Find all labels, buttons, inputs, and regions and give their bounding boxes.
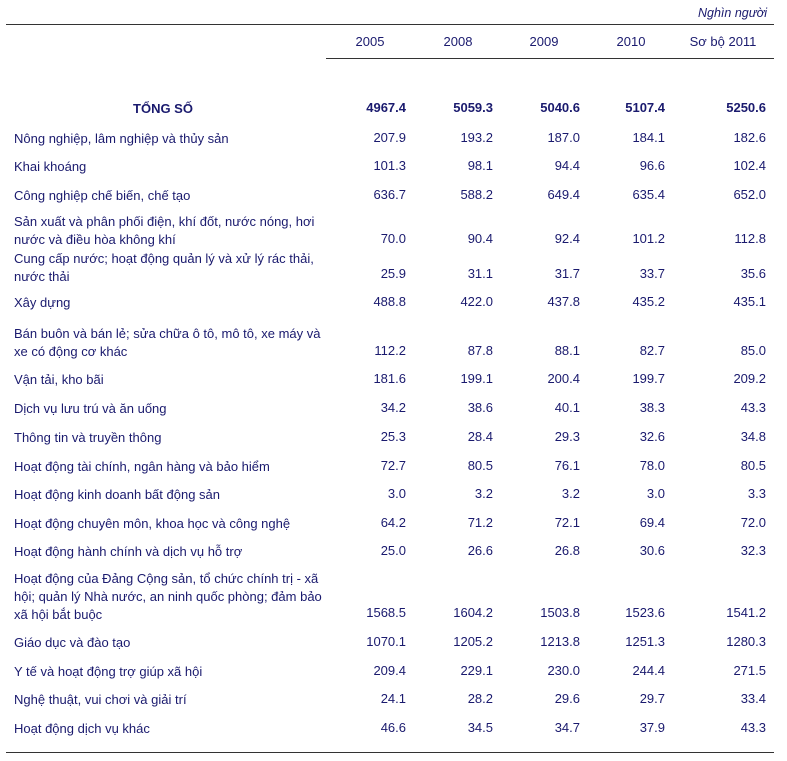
row-value-2008: 1205.2 (453, 634, 493, 649)
total-value-2011: 5250.6 (726, 100, 766, 115)
row-value-2010: 38.3 (639, 400, 665, 415)
row-value-2008: 90.4 (467, 231, 493, 246)
row-value-2010: 37.9 (639, 720, 665, 735)
row-value-2011: 72.0 (740, 515, 766, 530)
row-label: Khai khoáng (14, 159, 87, 174)
row-value-2005: 24.1 (380, 691, 406, 706)
row-value-2008: 38.6 (467, 400, 493, 415)
row-value-2005: 3.0 (387, 486, 406, 501)
column-header-2005: 2005 (355, 34, 385, 49)
row-value-2010: 1251.3 (625, 634, 665, 649)
row-value-2009: 40.1 (554, 400, 580, 415)
bottom-rule (6, 752, 774, 753)
row-value-2008: 34.5 (467, 720, 493, 735)
row-value-2005: 64.2 (380, 515, 406, 530)
row-value-2005: 25.9 (380, 266, 406, 281)
row-value-2010: 101.2 (632, 231, 665, 246)
row-value-2008: 31.1 (467, 266, 493, 281)
row-label: Thông tin và truyền thông (14, 430, 162, 445)
row-label: Nghệ thuật, vui chơi và giải trí (14, 692, 187, 707)
row-value-2011: 85.0 (740, 343, 766, 358)
row-value-2011: 3.3 (747, 486, 766, 501)
top-rule (6, 24, 774, 25)
row-label: Hoạt động dịch vụ khác (14, 721, 150, 736)
column-header-2011: Sơ bộ 2011 (689, 34, 757, 49)
row-value-2009: 92.4 (554, 231, 580, 246)
row-value-2008: 229.1 (460, 663, 493, 678)
row-value-2005: 209.4 (373, 663, 406, 678)
row-label: Hoạt động tài chính, ngân hàng và bảo hiểm (14, 459, 270, 474)
row-value-2005: 25.3 (380, 429, 406, 444)
row-value-2009: 230.0 (547, 663, 580, 678)
header-rule (326, 58, 774, 59)
row-label: Xây dựng (14, 295, 71, 310)
row-value-2008: 26.6 (467, 543, 493, 558)
row-value-2010: 96.6 (639, 158, 665, 173)
row-value-2008: 193.2 (460, 130, 493, 145)
row-label: Nông nghiệp, lâm nghiệp và thủy sản (14, 131, 229, 146)
row-value-2005: 636.7 (373, 187, 406, 202)
row-value-2011: 80.5 (740, 458, 766, 473)
row-value-2011: 32.3 (740, 543, 766, 558)
column-header-2010: 2010 (616, 34, 646, 49)
row-value-2009: 31.7 (554, 266, 580, 281)
column-header-2008: 2008 (443, 34, 473, 49)
row-label: Hoạt động của Đảng Cộng sản, tổ chức chính trị - xã hội; quản lý Nhà nước, an ninh quốc phòng; đảm bảo xã hội bắt buộc (14, 571, 322, 622)
row-value-2009: 94.4 (554, 158, 580, 173)
row-value-2008: 199.1 (460, 371, 493, 386)
row-value-2005: 1568.5 (366, 605, 406, 620)
row-value-2011: 33.4 (740, 691, 766, 706)
row-label: Công nghiệp chế biến, chế tạo (14, 188, 191, 203)
row-value-2010: 29.7 (639, 691, 665, 706)
row-value-2011: 34.8 (740, 429, 766, 444)
row-value-2009: 88.1 (554, 343, 580, 358)
row-value-2010: 32.6 (639, 429, 665, 444)
row-label: Bán buôn và bán lẻ; sửa chữa ô tô, mô tô, xe máy và xe có động cơ khác (14, 326, 321, 359)
row-value-2005: 488.8 (373, 294, 406, 309)
row-value-2011: 112.8 (734, 231, 766, 246)
row-value-2011: 43.3 (740, 400, 766, 415)
row-value-2005: 181.6 (373, 371, 406, 386)
row-value-2008: 71.2 (467, 515, 493, 530)
row-value-2008: 98.1 (467, 158, 493, 173)
total-value-2005: 4967.4 (366, 100, 406, 115)
row-value-2005: 1070.1 (366, 634, 406, 649)
row-value-2011: 1541.2 (726, 605, 766, 620)
row-value-2010: 1523.6 (625, 605, 665, 620)
row-value-2009: 1213.8 (540, 634, 580, 649)
row-value-2010: 199.7 (632, 371, 665, 386)
row-value-2011: 271.5 (733, 663, 766, 678)
total-label: TỔNG SỐ (133, 101, 193, 116)
row-value-2008: 1604.2 (453, 605, 493, 620)
row-value-2008: 80.5 (467, 458, 493, 473)
row-value-2009: 649.4 (547, 187, 580, 202)
row-value-2011: 209.2 (733, 371, 766, 386)
row-value-2005: 72.7 (380, 458, 406, 473)
row-label: Dịch vụ lưu trú và ăn uống (14, 401, 167, 416)
row-value-2010: 184.1 (632, 130, 665, 145)
row-value-2009: 29.6 (554, 691, 580, 706)
row-value-2009: 72.1 (554, 515, 580, 530)
row-value-2009: 1503.8 (540, 605, 580, 620)
row-value-2005: 46.6 (380, 720, 406, 735)
total-value-2009: 5040.6 (540, 100, 580, 115)
row-value-2010: 69.4 (639, 515, 665, 530)
row-value-2005: 112.2 (374, 343, 406, 358)
row-value-2009: 437.8 (547, 294, 580, 309)
row-value-2005: 101.3 (373, 158, 406, 173)
row-value-2011: 652.0 (733, 187, 766, 202)
row-value-2011: 35.6 (740, 266, 766, 281)
row-value-2010: 244.4 (632, 663, 665, 678)
row-value-2008: 588.2 (460, 187, 493, 202)
row-value-2009: 76.1 (554, 458, 580, 473)
row-value-2009: 187.0 (547, 130, 580, 145)
row-value-2008: 87.8 (467, 343, 493, 358)
row-label: Hoạt động hành chính và dịch vụ hỗ trợ (14, 544, 243, 559)
unit-label: Nghìn người (698, 6, 767, 20)
row-value-2010: 435.2 (632, 294, 665, 309)
row-value-2011: 1280.3 (726, 634, 766, 649)
row-value-2009: 26.8 (554, 543, 580, 558)
row-value-2005: 207.9 (373, 130, 406, 145)
row-value-2011: 435.1 (733, 294, 766, 309)
row-value-2011: 182.6 (733, 130, 766, 145)
row-label: Giáo dục và đào tạo (14, 635, 131, 650)
row-label: Sản xuất và phân phối điện, khí đốt, nước nóng, hơi nước và điều hòa không khí (14, 214, 315, 247)
row-value-2011: 43.3 (740, 720, 766, 735)
row-label: Vận tải, kho bãi (14, 372, 104, 387)
row-value-2009: 3.2 (561, 486, 580, 501)
row-value-2009: 29.3 (554, 429, 580, 444)
row-value-2009: 34.7 (554, 720, 580, 735)
row-value-2010: 635.4 (632, 187, 665, 202)
row-label: Hoạt động kinh doanh bất động sản (14, 487, 221, 502)
row-value-2008: 3.2 (474, 486, 493, 501)
row-value-2010: 30.6 (639, 543, 665, 558)
row-value-2008: 422.0 (460, 294, 493, 309)
row-value-2010: 3.0 (646, 486, 665, 501)
row-label: Hoạt động chuyên môn, khoa học và công nghệ (14, 516, 291, 531)
row-value-2008: 28.2 (467, 691, 493, 706)
row-value-2005: 25.0 (380, 543, 406, 558)
total-value-2008: 5059.3 (453, 100, 493, 115)
total-value-2010: 5107.4 (625, 100, 665, 115)
row-value-2011: 102.4 (733, 158, 766, 173)
row-value-2005: 34.2 (380, 400, 406, 415)
row-value-2005: 70.0 (380, 231, 406, 246)
row-label: Cung cấp nước; hoạt động quản lý và xử lý rác thải, nước thải (14, 251, 314, 284)
column-header-2009: 2009 (529, 34, 559, 49)
row-label: Y tế và hoạt động trợ giúp xã hội (14, 664, 203, 679)
row-value-2009: 200.4 (547, 371, 580, 386)
row-value-2008: 28.4 (467, 429, 493, 444)
row-value-2010: 33.7 (639, 266, 665, 281)
row-value-2010: 82.7 (639, 343, 665, 358)
row-value-2010: 78.0 (639, 458, 665, 473)
